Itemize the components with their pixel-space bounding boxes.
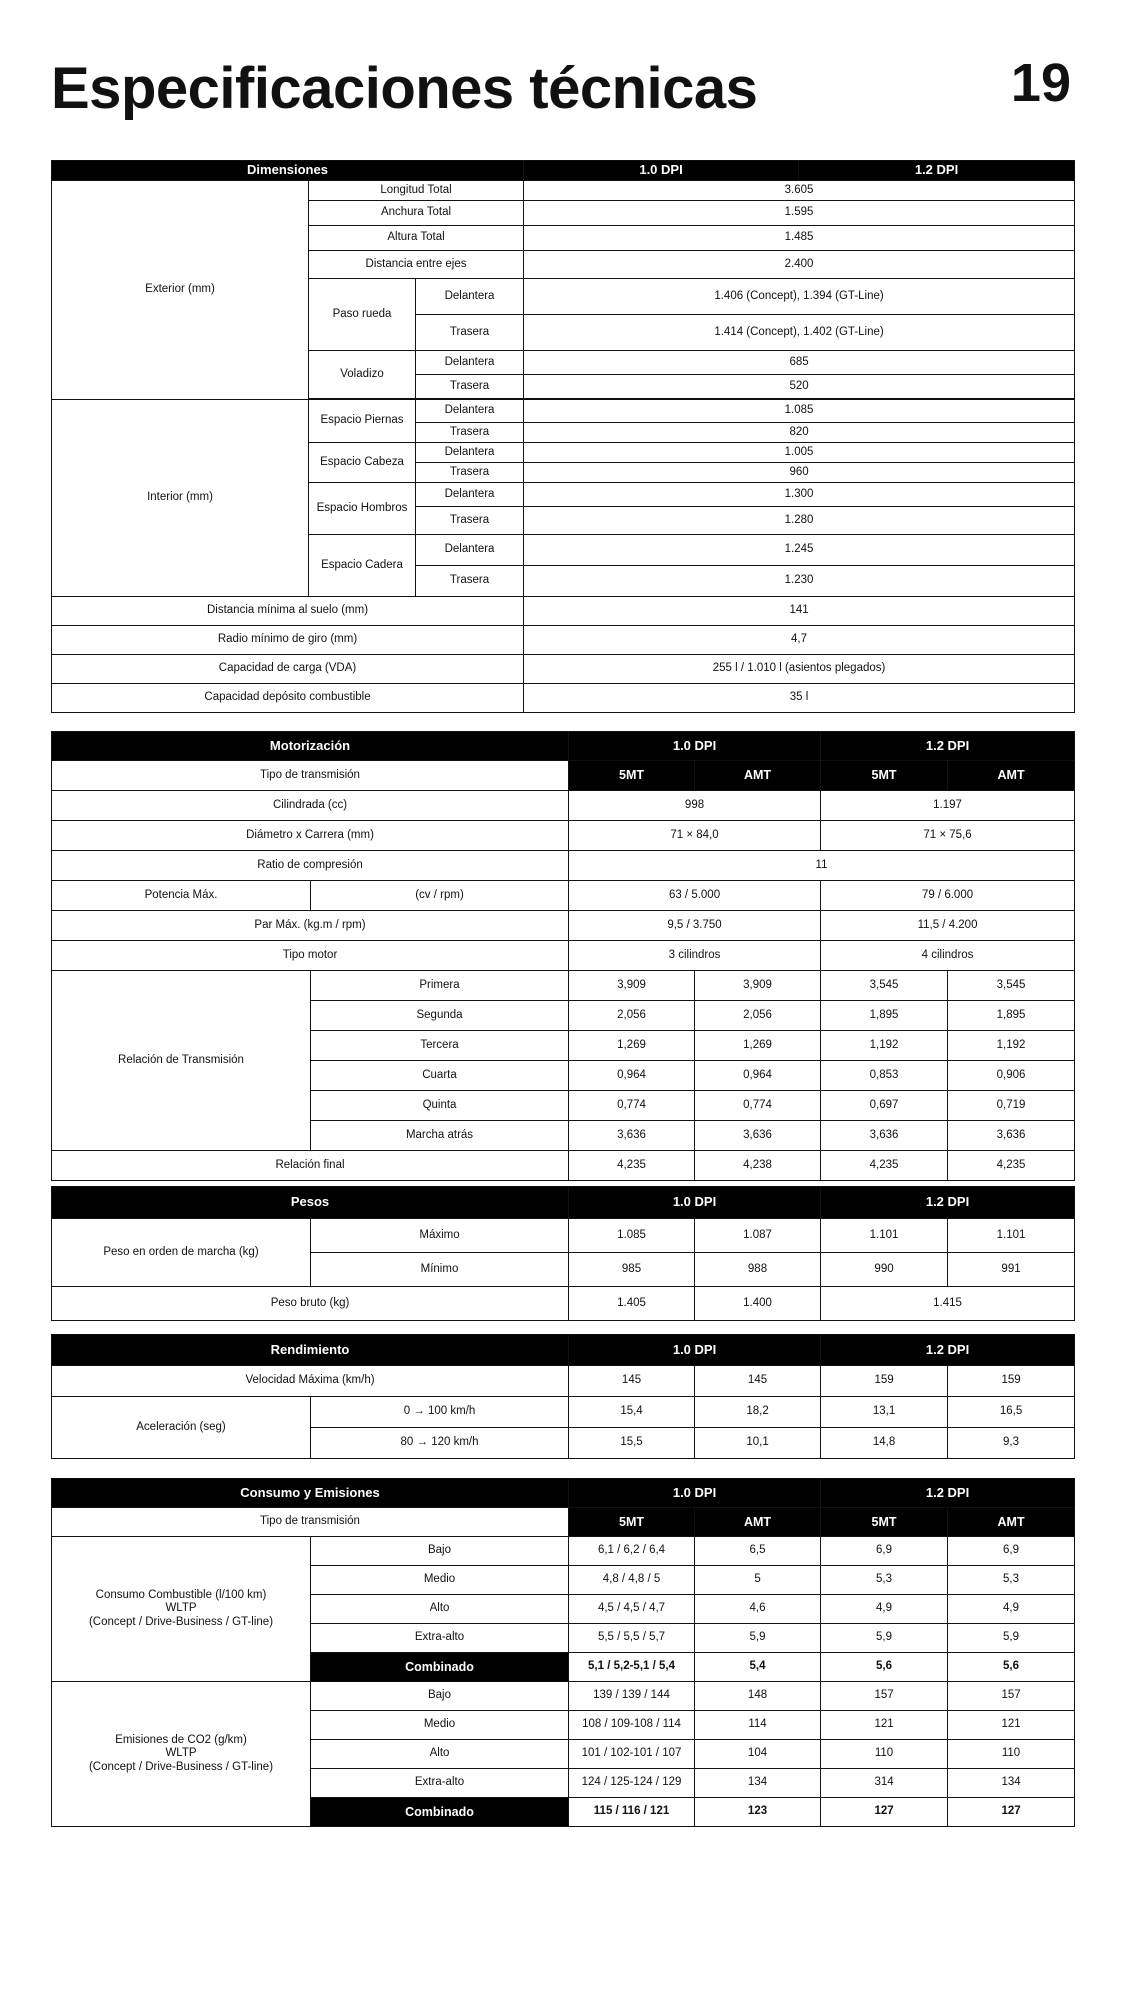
- cell-value: 4,9: [948, 1595, 1075, 1624]
- cell-value: 0,697: [821, 1091, 948, 1121]
- cell-value: 2,056: [695, 1001, 821, 1031]
- row-label: Extra-alto: [311, 1624, 569, 1653]
- cell-value: 0,853: [821, 1061, 948, 1091]
- cell-value: 1.197: [821, 791, 1075, 821]
- cell-value: 1.101: [821, 1219, 948, 1253]
- row-label: 0 → 100 km/h: [311, 1397, 569, 1428]
- table-row: [52, 1682, 1075, 1711]
- cell-value: 3,909: [695, 971, 821, 1001]
- row-label: Relación final: [52, 1151, 569, 1181]
- row-label: Delantera: [416, 351, 524, 375]
- table-row: [52, 1508, 1075, 1537]
- row-group-label: Relación de Transmisión: [52, 971, 311, 1151]
- row-subgroup-label: Voladizo: [309, 351, 416, 399]
- row-label: Tipo de transmisión: [52, 1508, 569, 1537]
- row-label: Segunda: [311, 1001, 569, 1031]
- row-label: Longitud Total: [309, 181, 524, 201]
- cell-value: 79 / 6.000: [821, 881, 1075, 911]
- cell-value: 4,8 / 4,8 / 5: [569, 1566, 695, 1595]
- cell-value: 314: [821, 1769, 948, 1798]
- row-label: Velocidad Máxima (km/h): [52, 1366, 569, 1397]
- cell-value: 127: [821, 1798, 948, 1827]
- row-label: Altura Total: [309, 226, 524, 251]
- dimensiones-table: [51, 160, 1075, 713]
- row-label: Trasera: [416, 507, 524, 535]
- row-sublabel: (cv / rpm): [311, 881, 569, 911]
- cell-value: 1.085: [569, 1219, 695, 1253]
- cell-value: 5: [695, 1566, 821, 1595]
- cell-value: 1.400: [695, 1287, 821, 1321]
- row-label: Tercera: [311, 1031, 569, 1061]
- row-label: Delantera: [416, 483, 524, 507]
- header-col-1-2-dpi: 1.2 DPI: [799, 161, 1075, 181]
- row-label-combinado: Combinado: [311, 1798, 569, 1827]
- cell-value: 4,235: [569, 1151, 695, 1181]
- cell-value: 1.245: [524, 535, 1075, 566]
- transmission-5mt: 5MT: [569, 761, 695, 791]
- table-row: [52, 1397, 1075, 1428]
- cell-value: 985: [569, 1253, 695, 1287]
- row-label: Extra-alto: [311, 1769, 569, 1798]
- cell-value: 71 × 75,6: [821, 821, 1075, 851]
- cell-value: 145: [569, 1366, 695, 1397]
- cell-value: 121: [948, 1711, 1075, 1740]
- row-label-combinado: Combinado: [311, 1653, 569, 1682]
- row-subgroup-label: Espacio Cadera: [309, 535, 416, 597]
- cell-value: 110: [948, 1740, 1075, 1769]
- cell-value: 3,636: [569, 1121, 695, 1151]
- cell-value: 134: [948, 1769, 1075, 1798]
- header-col-1-2-dpi: 1.2 DPI: [821, 1187, 1075, 1219]
- row-subgroup-label: Espacio Hombros: [309, 483, 416, 535]
- table-header: [52, 1479, 1075, 1508]
- cell-value: 3,545: [821, 971, 948, 1001]
- row-label: Capacidad de carga (VDA): [52, 655, 524, 684]
- table-header: [52, 1187, 1075, 1219]
- cell-value: 1.101: [948, 1219, 1075, 1253]
- cell-value: 15,5: [569, 1428, 695, 1459]
- consumo-table: [51, 1478, 1075, 1827]
- row-label: Quinta: [311, 1091, 569, 1121]
- cell-value: 124 / 125-124 / 129: [569, 1769, 695, 1798]
- cell-value: 9,3: [948, 1428, 1075, 1459]
- table-row: [52, 971, 1075, 1001]
- table-row: [52, 791, 1075, 821]
- row-label: Delantera: [416, 443, 524, 463]
- transmission-amt: AMT: [948, 1508, 1075, 1537]
- row-group-label: Aceleración (seg): [52, 1397, 311, 1459]
- header-label: Rendimiento: [52, 1335, 569, 1366]
- cell-value: 14,8: [821, 1428, 948, 1459]
- cell-value: 1,269: [569, 1031, 695, 1061]
- cell-value: 1,192: [948, 1031, 1075, 1061]
- row-label: Capacidad depósito combustible: [52, 684, 524, 713]
- cell-value: 1.485: [524, 226, 1075, 251]
- row-label: Trasera: [416, 315, 524, 351]
- cell-value: 1,895: [948, 1001, 1075, 1031]
- cell-value: 3 cilindros: [569, 941, 821, 971]
- table-row: [52, 655, 1075, 684]
- header-col-1-0-dpi: 1.0 DPI: [569, 1187, 821, 1219]
- cell-value: 11,5 / 4.200: [821, 911, 1075, 941]
- row-group-label: Peso en orden de marcha (kg): [52, 1219, 311, 1287]
- cell-value: 6,1 / 6,2 / 6,4: [569, 1537, 695, 1566]
- table-row: [52, 1287, 1075, 1321]
- row-label: Distancia mínima al suelo (mm): [52, 597, 524, 626]
- table-row: [52, 1366, 1075, 1397]
- cell-value: 139 / 139 / 144: [569, 1682, 695, 1711]
- cell-value: 4,9: [821, 1595, 948, 1624]
- cell-value: 4 cilindros: [821, 941, 1075, 971]
- table-row: [52, 626, 1075, 655]
- row-subgroup-label: Espacio Cabeza: [309, 443, 416, 483]
- table-row: [52, 400, 1075, 423]
- row-label: Trasera: [416, 375, 524, 399]
- cell-value: 18,2: [695, 1397, 821, 1428]
- cell-value: 9,5 / 3.750: [569, 911, 821, 941]
- row-label: Cilindrada (cc): [52, 791, 569, 821]
- cell-value: 0,774: [695, 1091, 821, 1121]
- page-number: 19: [1010, 53, 1071, 113]
- transmission-5mt: 5MT: [821, 761, 948, 791]
- cell-value: 5,3: [821, 1566, 948, 1595]
- cell-value: 4,238: [695, 1151, 821, 1181]
- cell-value: 10,1: [695, 1428, 821, 1459]
- cell-value: 1.406 (Concept), 1.394 (GT-Line): [524, 279, 1075, 315]
- transmission-5mt: 5MT: [569, 1508, 695, 1537]
- row-label: Trasera: [416, 423, 524, 443]
- cell-value: 1.300: [524, 483, 1075, 507]
- cell-value: 0,719: [948, 1091, 1075, 1121]
- cell-value: 960: [524, 463, 1075, 483]
- cell-value: 6,9: [948, 1537, 1075, 1566]
- cell-value: 6,9: [821, 1537, 948, 1566]
- header-col-1-0-dpi: 1.0 DPI: [524, 161, 799, 181]
- cell-value: 0,906: [948, 1061, 1075, 1091]
- table-row: [52, 881, 1075, 911]
- table-row: [52, 1537, 1075, 1566]
- row-label: Cuarta: [311, 1061, 569, 1091]
- table-row: [52, 821, 1075, 851]
- cell-value: 5,9: [948, 1624, 1075, 1653]
- row-label: Delantera: [416, 400, 524, 423]
- row-label: Delantera: [416, 535, 524, 566]
- table-header: [52, 732, 1075, 761]
- header-col-1-0-dpi: 1.0 DPI: [569, 732, 821, 761]
- cell-value: 110: [821, 1740, 948, 1769]
- cell-value: 5,3: [948, 1566, 1075, 1595]
- cell-value: 3,636: [948, 1121, 1075, 1151]
- cell-value: 4,7: [524, 626, 1075, 655]
- table-row: [52, 941, 1075, 971]
- header-col-1-0-dpi: 1.0 DPI: [569, 1335, 821, 1366]
- cell-value: 35 l: [524, 684, 1075, 713]
- row-label: Primera: [311, 971, 569, 1001]
- row-group-label: Emisiones de CO2 (g/km) WLTP (Concept / Drive-Business / GT-line): [52, 1682, 311, 1827]
- cell-value: 123: [695, 1798, 821, 1827]
- cell-value: 101 / 102-101 / 107: [569, 1740, 695, 1769]
- header-col-1-2-dpi: 1.2 DPI: [821, 1479, 1075, 1508]
- cell-value: 114: [695, 1711, 821, 1740]
- cell-value: 5,4: [695, 1653, 821, 1682]
- row-label: Tipo motor: [52, 941, 569, 971]
- cell-value: 145: [695, 1366, 821, 1397]
- cell-value: 1.595: [524, 201, 1075, 226]
- cell-value: 991: [948, 1253, 1075, 1287]
- cell-value: 127: [948, 1798, 1075, 1827]
- row-label: Bajo: [311, 1682, 569, 1711]
- header-col-1-2-dpi: 1.2 DPI: [821, 732, 1075, 761]
- transmission-amt: AMT: [948, 761, 1075, 791]
- row-label: Bajo: [311, 1537, 569, 1566]
- header-label: Pesos: [52, 1187, 569, 1219]
- header-label: Dimensiones: [52, 161, 524, 181]
- cell-value: 5,5 / 5,5 / 5,7: [569, 1624, 695, 1653]
- rendimiento-table: [51, 1334, 1075, 1459]
- cell-value: 1.414 (Concept), 1.402 (GT-Line): [524, 315, 1075, 351]
- cell-value: 4,235: [821, 1151, 948, 1181]
- transmission-amt: AMT: [695, 761, 821, 791]
- cell-value: 3,636: [695, 1121, 821, 1151]
- cell-value: 3,909: [569, 971, 695, 1001]
- table-header: [52, 161, 1075, 181]
- cell-value: 148: [695, 1682, 821, 1711]
- row-label: Peso bruto (kg): [52, 1287, 569, 1321]
- cell-value: 1.087: [695, 1219, 821, 1253]
- transmission-5mt: 5MT: [821, 1508, 948, 1537]
- row-label: Distancia entre ejes: [309, 251, 524, 279]
- row-subgroup-label: Paso rueda: [309, 279, 416, 351]
- cell-value: 16,5: [948, 1397, 1075, 1428]
- cell-value: 2,056: [569, 1001, 695, 1031]
- transmission-amt: AMT: [695, 1508, 821, 1537]
- cell-value: 1,895: [821, 1001, 948, 1031]
- row-label: Trasera: [416, 463, 524, 483]
- table-row: [52, 597, 1075, 626]
- row-label: 80 → 120 km/h: [311, 1428, 569, 1459]
- page-title: Especificaciones técnicas: [51, 56, 758, 121]
- cell-value: 159: [821, 1366, 948, 1397]
- table-row: [52, 1151, 1075, 1181]
- cell-value: 988: [695, 1253, 821, 1287]
- row-label: Alto: [311, 1595, 569, 1624]
- row-group-label: Consumo Combustible (l/100 km) WLTP (Concept / Drive-Business / GT-line): [52, 1537, 311, 1682]
- cell-value: 4,6: [695, 1595, 821, 1624]
- row-label: Anchura Total: [309, 201, 524, 226]
- row-label: Diámetro x Carrera (mm): [52, 821, 569, 851]
- table-row: [52, 181, 1075, 201]
- cell-value: 13,1: [821, 1397, 948, 1428]
- cell-value: 2.400: [524, 251, 1075, 279]
- table-row: [52, 851, 1075, 881]
- cell-value: 157: [948, 1682, 1075, 1711]
- cell-value: 1.230: [524, 566, 1075, 597]
- row-group-label: Interior (mm): [52, 400, 309, 597]
- row-label: Medio: [311, 1711, 569, 1740]
- cell-value: 1,192: [821, 1031, 948, 1061]
- cell-value: 6,5: [695, 1537, 821, 1566]
- row-label: Radio mínimo de giro (mm): [52, 626, 524, 655]
- row-label: Tipo de transmisión: [52, 761, 569, 791]
- header-col-1-2-dpi: 1.2 DPI: [821, 1335, 1075, 1366]
- cell-value: 4,235: [948, 1151, 1075, 1181]
- row-label: Ratio de compresión: [52, 851, 569, 881]
- row-label: Alto: [311, 1740, 569, 1769]
- cell-value: 108 / 109-108 / 114: [569, 1711, 695, 1740]
- cell-value: 1.005: [524, 443, 1075, 463]
- cell-value: 0,774: [569, 1091, 695, 1121]
- cell-value: 1.405: [569, 1287, 695, 1321]
- row-subgroup-label: Espacio Piernas: [309, 400, 416, 443]
- cell-value: 1.280: [524, 507, 1075, 535]
- table-row: [52, 1219, 1075, 1253]
- cell-value: 0,964: [569, 1061, 695, 1091]
- row-label: Par Máx. (kg.m / rpm): [52, 911, 569, 941]
- cell-value: 1.085: [524, 400, 1075, 423]
- cell-value: 3,636: [821, 1121, 948, 1151]
- motorizacion-table: [51, 731, 1075, 1181]
- table-row: [52, 911, 1075, 941]
- cell-value: 520: [524, 375, 1075, 399]
- cell-value: 255 l / 1.010 l (asientos plegados): [524, 655, 1075, 684]
- cell-value: 134: [695, 1769, 821, 1798]
- header-col-1-0-dpi: 1.0 DPI: [569, 1479, 821, 1508]
- cell-value: 3,545: [948, 971, 1075, 1001]
- header-label: Motorización: [52, 732, 569, 761]
- cell-value: 121: [821, 1711, 948, 1740]
- row-label: Potencia Máx.: [52, 881, 311, 911]
- cell-value: 157: [821, 1682, 948, 1711]
- cell-value: 5,6: [821, 1653, 948, 1682]
- cell-value: 1,269: [695, 1031, 821, 1061]
- cell-value: 5,9: [821, 1624, 948, 1653]
- cell-value: 159: [948, 1366, 1075, 1397]
- table-row: [52, 761, 1075, 791]
- row-label: Mínimo: [311, 1253, 569, 1287]
- row-label: Delantera: [416, 279, 524, 315]
- cell-value: 115 / 116 / 121: [569, 1798, 695, 1827]
- row-label: Medio: [311, 1566, 569, 1595]
- cell-value: 820: [524, 423, 1075, 443]
- cell-value: 990: [821, 1253, 948, 1287]
- cell-value: 685: [524, 351, 1075, 375]
- cell-value: 5,6: [948, 1653, 1075, 1682]
- pesos-table: [51, 1186, 1075, 1321]
- row-group-label: Exterior (mm): [52, 181, 309, 400]
- row-label: Marcha atrás: [311, 1121, 569, 1151]
- header-label: Consumo y Emisiones: [52, 1479, 569, 1508]
- cell-value: 15,4: [569, 1397, 695, 1428]
- cell-value: 5,1 / 5,2-5,1 / 5,4: [569, 1653, 695, 1682]
- row-label: Máximo: [311, 1219, 569, 1253]
- cell-value: 11: [569, 851, 1075, 881]
- cell-value: 71 × 84,0: [569, 821, 821, 851]
- cell-value: 998: [569, 791, 821, 821]
- cell-value: 5,9: [695, 1624, 821, 1653]
- table-header: [52, 1335, 1075, 1366]
- cell-value: 4,5 / 4,5 / 4,7: [569, 1595, 695, 1624]
- cell-value: 0,964: [695, 1061, 821, 1091]
- cell-value: 141: [524, 597, 1075, 626]
- table-row: [52, 684, 1075, 713]
- cell-value: 63 / 5.000: [569, 881, 821, 911]
- cell-value: 3.605: [524, 181, 1075, 201]
- cell-value: 1.415: [821, 1287, 1075, 1321]
- row-label: Trasera: [416, 566, 524, 597]
- cell-value: 104: [695, 1740, 821, 1769]
